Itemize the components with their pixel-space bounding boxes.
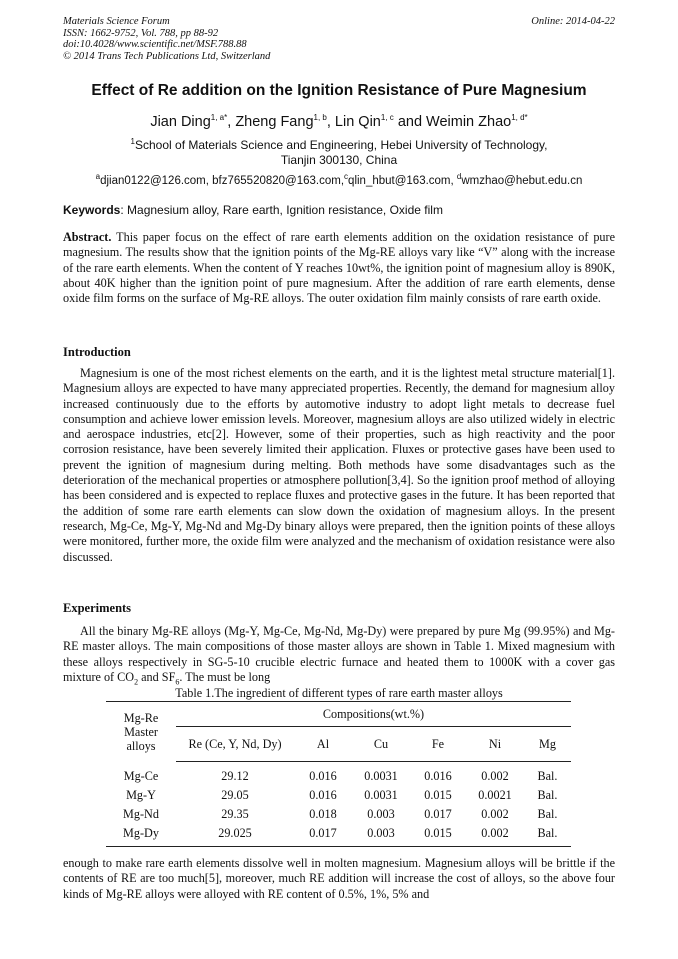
row-header-line: alloys — [126, 738, 156, 753]
table-cell: 0.0031 — [364, 788, 398, 802]
alloy-cell: Mg-Nd — [123, 807, 159, 821]
table-cell: 0.002 — [466, 824, 524, 847]
copyright: © 2014 Trans Tech Publications Ltd, Switzerland — [63, 50, 271, 62]
table-cell: 0.016 — [309, 788, 337, 802]
paper-title: Effect of Re addition on the Ignition Resistance of Pure Magnesium — [91, 82, 587, 99]
email: wmzhao@hebut.edu.cn — [461, 175, 583, 187]
section-heading-introduction: Introduction — [63, 345, 131, 359]
table-cell: 0.0021 — [478, 788, 512, 802]
experiments-text: and SF — [138, 669, 176, 684]
author-name: Weimin Zhao — [426, 114, 512, 130]
issn: ISSN: 1662-9752, Vol. 788, pp 88-92 — [63, 27, 219, 39]
author-sup: 1, b — [313, 113, 327, 123]
abstract — [63, 230, 615, 306]
email-sup: c — [344, 172, 349, 182]
keywords-text: : Magnesium alloy, Rare earth, Ignition resistance, Oxide film — [120, 203, 443, 217]
subscript: 2 — [134, 677, 139, 687]
author-name: Lin Qin — [334, 114, 381, 130]
email-sup: d — [456, 172, 462, 182]
column-header: Fe — [410, 727, 466, 762]
author-name: Jian Ding — [150, 114, 211, 130]
abstract-text: This paper focus on the effect of rare earth elements addition on the oxidation resistance of pure magnesium. The results show that the ignition points of the Mg-RE alloys vary like “V” along with the increase of the rare earth elements. When the content of Y reaches 10wt%, the ignition point of magnesium alloy is 890K, about 40K higher than the ignition point of pure magnesium. After the addition of rare earth elements, dense oxide film forms on the surface of Mg-RE alloys. The outer oxidation film mainly consists of rare earth oxide. — [63, 230, 615, 306]
introduction-body — [63, 366, 615, 565]
experiments-body — [63, 624, 615, 685]
author-sup: 1, c — [380, 113, 394, 123]
author-name: Zheng Fang — [235, 114, 314, 130]
section-heading-experiments: Experiments — [63, 601, 132, 615]
table-cell: 0.016 — [309, 769, 337, 783]
affiliation — [80, 138, 598, 168]
journal-meta — [63, 16, 270, 62]
column-header: Al — [294, 727, 352, 762]
table-cell: 0.002 — [481, 769, 509, 783]
keywords-label: Keywords — [63, 203, 121, 217]
table-cell: 0.015 — [410, 824, 466, 847]
table-cell: Bal. — [537, 769, 558, 783]
affiliation-line2: Tianjin 300130, China — [280, 153, 398, 167]
column-header: Re (Ce, Y, Nd, Dy) — [176, 727, 294, 762]
alloy-cell: Mg-Dy — [106, 824, 176, 847]
alloy-cell: Mg-Ce — [123, 768, 159, 783]
table-row — [106, 762, 571, 787]
group-header: Compositions(wt.%) — [176, 702, 571, 727]
email-sup: a — [95, 172, 101, 182]
row-header-line: Master — [124, 724, 158, 739]
author-sup: 1, d* — [511, 113, 528, 123]
table-cell: 0.018 — [309, 807, 337, 821]
table-cell: 0.017 — [294, 824, 352, 847]
experiments-text: . The must be long — [179, 669, 271, 684]
column-header: Ni — [466, 727, 524, 762]
table-cell: 29.12 — [221, 769, 249, 783]
column-header: Cu — [352, 727, 410, 762]
table-row — [106, 824, 571, 847]
table-cell: Bal. — [524, 824, 571, 847]
table-caption: Table 1.The ingredient of different types of rare earth master alloys — [175, 686, 503, 700]
email-list — [40, 172, 638, 187]
ingredient-table — [106, 701, 571, 847]
table-cell: Bal. — [537, 807, 558, 821]
author-sup: 1, a* — [210, 113, 228, 123]
authors-and: and — [397, 114, 423, 130]
introduction-text: Magnesium is one of the most richest elements on the earth, and it is the lightest metal structure material[1]. Magnesium alloys are expected to have many appreciated properties. Recently, the demand for magnesium alloy increased continuously due to the efforts by automotive industry to adopt light metals to decrease fuel consumption and achieve lower emission levels. Moreover, magnesium alloys are also utilized widely in electric and aerospace industries, etc[2]. However, some of their properties, such as high reactivity and the poor corrosion resistance, have been severely limited their application. Fluxes or protective gases have been used to prevent the ignition of magnesium during melting. Both methods have some disadvantages such as the deterioration of the mechanical properties or atmosphere pollution[3,4]. So the ignition proof method of alloying has been considered and is expected to replace fluxes and protective gases in the future. It has been reported that the addition of some rare earth elements can slow down the oxidation of magnesium alloys. In the present research, Mg-Ce, Mg-Y, Mg-Nd and Mg-Dy binary alloys were prepared, then the ignition points of these alloys were monitored, further more, the oxide film were analyzed and the mechanism of oxidation resistance were also discussed. — [63, 366, 615, 564]
experiments-text: All the binary Mg-RE alloys (Mg-Y, Mg-Ce, Mg-Nd, Mg-Dy) were prepared by pure Mg (99.95%) and Mg-RE master alloys. The main compositions of those master alloys are shown in Table 1. Mixed magnesium with these alloys respectively in SG-5-10 crucible electric furnace and heated them to 1000K with a cover gas mixture of CO — [63, 624, 615, 684]
affiliation-line1: School of Materials Science and Engineering, Hebei University of Technology, — [135, 138, 548, 152]
email: bfz765520820@163.com, — [212, 175, 345, 187]
alloy-cell: Mg-Y — [126, 788, 156, 802]
journal-name: Materials Science Forum — [63, 16, 170, 27]
table-cell: 29.35 — [221, 807, 249, 821]
row-header-line: Mg-Re — [123, 710, 159, 725]
table-cell: 0.0031 — [364, 769, 398, 783]
online-date: Online: 2014-04-22 — [531, 16, 615, 27]
experiments-continued — [63, 856, 615, 902]
table-cell: 29.05 — [221, 788, 249, 802]
column-header: Mg — [524, 727, 571, 762]
email: qlin_hbut@163.com, — [348, 175, 454, 187]
table-cell: 29.025 — [176, 824, 294, 847]
table-cell: 0.003 — [367, 807, 395, 821]
table-cell: Bal. — [537, 788, 558, 802]
table-cell: 0.015 — [424, 788, 452, 802]
table-row — [106, 786, 571, 805]
subscript: 6 — [175, 677, 180, 687]
table-row — [106, 805, 571, 824]
table-cell: 0.002 — [481, 807, 509, 821]
table-cell: 0.016 — [424, 769, 452, 783]
experiments-continued-text: enough to make rare earth elements dissolve well in molten magnesium. Magnesium alloys will be brittle if the contents of RE are too much[5], moreover, much RE addition will increase the cost of alloys, so the above four kinds of Mg-RE alloys were alloyed with RE content of 0.5%, 1%, 5% and — [63, 856, 615, 901]
row-header-cell — [106, 702, 176, 762]
keywords — [63, 203, 615, 217]
author-list: Jian Ding$^{1, a*}$, Zheng Fang$^{1, b}$, Lin Qin$^{1, c}$ and Weimin Zhao$^{1, d*}$ — [150, 113, 528, 130]
affiliation-sup: 1 — [130, 137, 135, 146]
table-cell: 0.017 — [424, 807, 452, 821]
email: djian0122@126.com, — [100, 175, 209, 187]
abstract-label: Abstract. — [63, 230, 112, 244]
table-cell: 0.003 — [352, 824, 410, 847]
doi: doi:10.4028/www.scientific.net/MSF.788.88 — [63, 39, 247, 50]
